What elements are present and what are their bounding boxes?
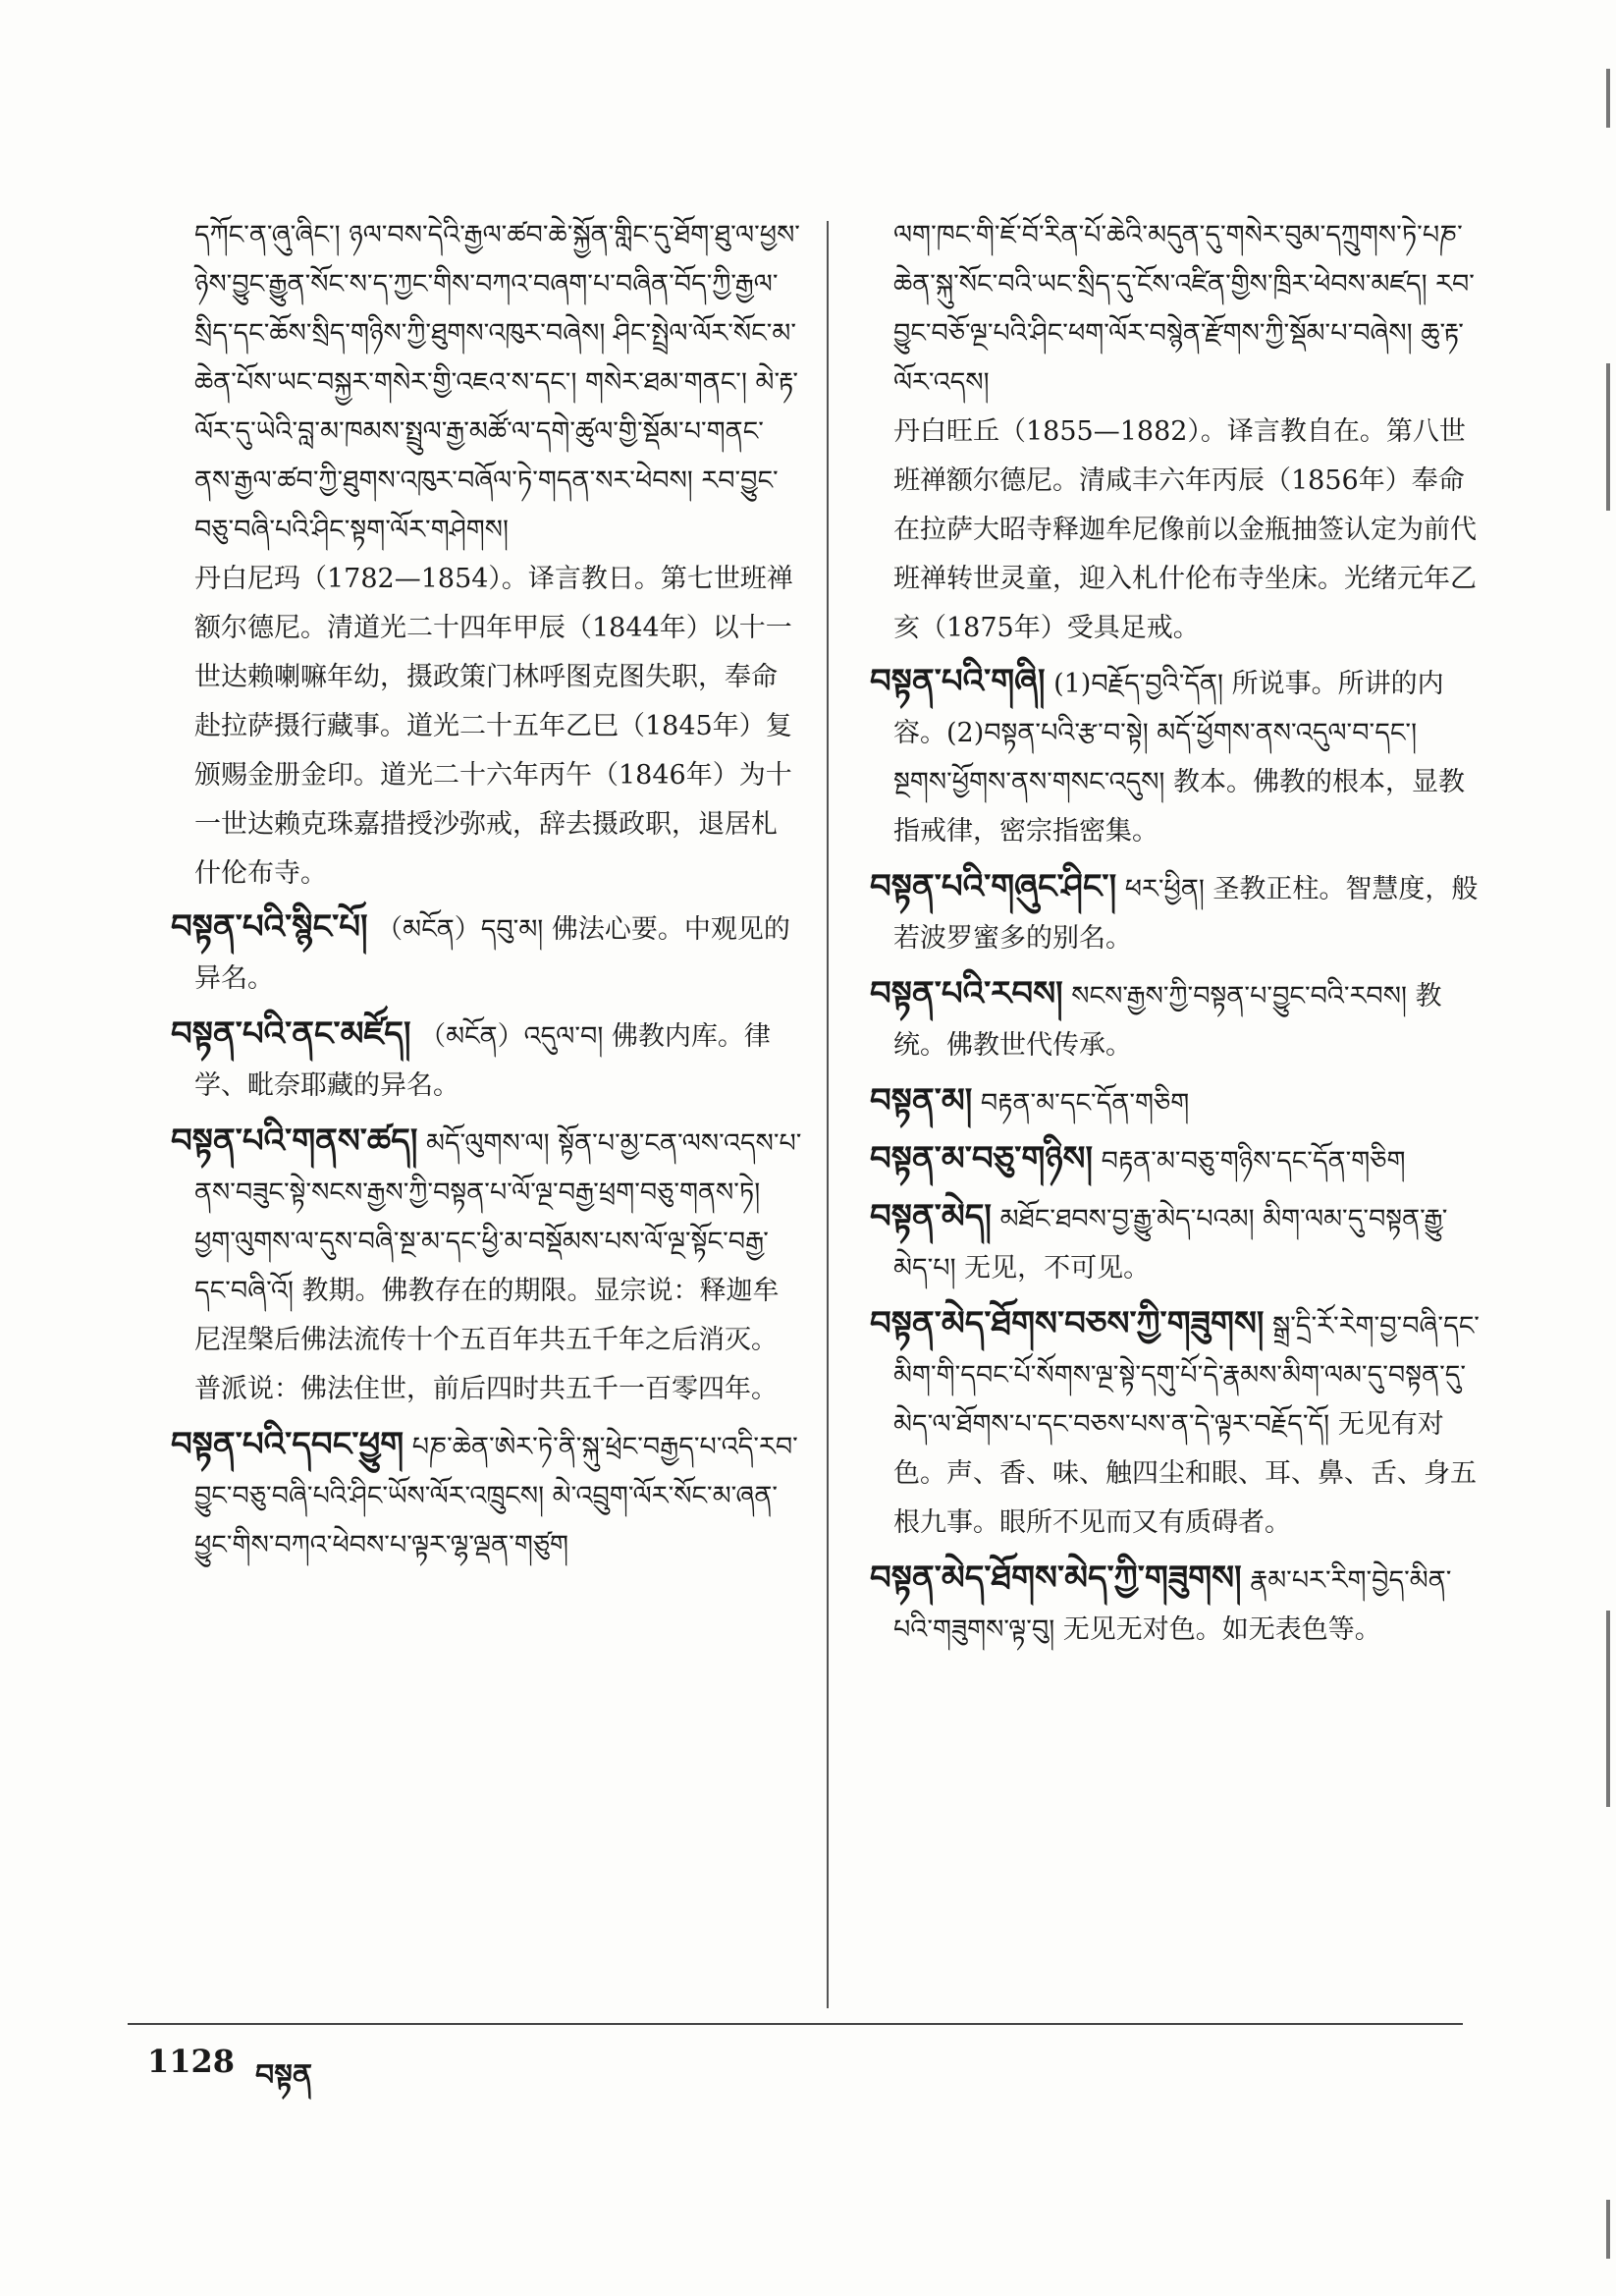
- running-head: བསྟན: [255, 2058, 312, 2093]
- entry-body: མདོ་ལུགས་ལ། སྟོན་པ་མྱ་ངན་ལས་འདས་པ་ནས་བཟུང་སྟེ་སངས་རྒྱས་ཀྱི་བསྟན་པ་ལོ་ལྔ་བརྒྱ་ཕྲག་བཅུ་གནས་ཏེ། ཕྱག་ལུགས་ལ་དུས་བཞི་སྔ་མ་དང་ཕྱི་མ་བསྡོམས་པས་ལོ་ལྔ་སྟོང་བརྒྱ་དང་བཞི་འོ། 教期。佛教存在的期限。显宗说：释迦牟尼涅槃后佛法流传十个五百年共五千年之后消灭。普派说：佛法住世，前后四时共五千一百零四年。: [194, 1128, 802, 1404]
- entry-headword: བསྟན་པའི་གཞི།: [870, 662, 1046, 701]
- entry-headword: བསྟན་མེད་ཐོགས་མེད་ཀྱི་གཟུགས།: [870, 1558, 1242, 1598]
- right-intro-tibetan: ལག་ཁང་གི་ཇོ་བོ་རིན་པོ་ཆེའི་མདུན་དུ་གསེར་བུམ་དཀྲུགས་ཏེ་པཎ་ཆེན་སྐུ་སོང་བའི་ཡང་སྲིད་དུ་ངོས་འཛིན་གྱིས་ཁྲིར་ཕེབས་མཛད། རབ་བྱུང་བཅོ་ལྔ་པའི་ཤིང་ཕག་ལོར་བསྙེན་རྫོགས་ཀྱི་སྡོམ་པ་བཞེས། ཆུ་རྟ་ལོར་འདས།: [893, 220, 1475, 398]
- entry-body: སངས་རྒྱས་ཀྱི་བསྟན་པ་བྱུང་བའི་རབས། 教统。佛教世代传承。: [893, 981, 1442, 1061]
- entry-headword: བསྟན་པའི་གཞུང་ཤིང་།: [870, 867, 1117, 906]
- right-intro-chinese: 丹白旺丘（1855—1882）。译言教自在。第八世班禅额尔德尼。清咸丰六年丙辰（1856年）奉命在拉萨大昭寺释迦牟尼像前以金瓶抽签认定为前代班禅转世灵童，迎入札什伦布寺坐床。光绪元年乙亥（1875年）受具足戒。: [893, 416, 1477, 643]
- entry-body: (1)བརྗོད་བྱའི་དོན། 所说事。所讲的内容。(2)བསྟན་པའི་རྩ་བ་སྟེ། མདོ་ཕྱོགས་ནས་འདུལ་བ་དང་། སྔགས་ཕྱོགས་ནས་གསང་འདུས། 教本。佛教的根本，显教指戒律，密宗指密集。: [893, 669, 1466, 847]
- entry-headword: བསྟན་པའི་རབས།: [870, 974, 1063, 1013]
- entry-body: （མངོན）འདུལ་བ། 佛教内库。律学、毗奈耶藏的异名。: [194, 1021, 771, 1101]
- dictionary-entry: [171, 1420, 803, 1570]
- dictionary-entry: [171, 902, 803, 1004]
- scan-edge-marks: [1587, 0, 1616, 2296]
- entry-headword: བསྟན་པའི་གནས་ཚད།: [171, 1121, 418, 1161]
- dictionary-entry: [870, 969, 1482, 1070]
- column-divider: [827, 221, 829, 2008]
- page-number: 1128: [147, 2043, 236, 2080]
- footer-rule: [128, 2023, 1463, 2025]
- entry-headword: བསྟན་མེད་ཐོགས་བཅས་ཀྱི་གཟུགས།: [870, 1304, 1265, 1343]
- entry-body: རྣམ་པར་རིག་བྱེད་མིན་པའི་གཟུགས་ལྟ་བུ། 无见无对色。如无表色等。: [893, 1565, 1452, 1645]
- left-intro-tibetan: དཀོང་ན་ཞུ་ཞིང་། ཉལ་བས་དེའི་རྒྱལ་ཚབ་ཆེ་སྐྱོན་གླིང་དུ་ཐོག་ཐུ་ལ་ཕྱས་ཉེས་བྱུང་རྒྱུན་སོང་ས་ད་ཀྱང་གིས་བཀའ་བཞག་པ་བཞིན་བོད་ཀྱི་རྒྱལ་སྲིད་དང་ཆོས་སྲིད་གཉིས་ཀྱི་ཐུགས་འཁུར་བཞེས། ཤིང་སྤྲེལ་ལོར་སོང་མ་ཆེན་པོས་ཡང་བསྐྱར་གསེར་གྱི་འཇའ་ས་དང་། གསེར་ཐམ་གནང་། མེ་རྟ་ལོར་དུ་ཡེའི་བླ་མ་ཁམས་སྤྲུལ་རྒྱ་མཚོ་ལ་དགེ་ཚུལ་གྱི་སྡོམ་པ་གནང་ནས་རྒྱལ་ཚབ་ཀྱི་ཐུགས་འཁུར་བཞོལ་ཏེ་གདན་སར་ཕེབས། རབ་བྱུང་བཅུ་བཞི་པའི་ཤིང་སྟག་ལོར་གཤེགས།: [194, 220, 800, 545]
- right-column: [870, 211, 1482, 1661]
- entry-headword: བསྟན་མ།: [870, 1081, 973, 1121]
- entry-body: སྒྲ་དྲི་རོ་རེག་བྱ་བཞི་དང་མིག་གི་དབང་པོ་སོགས་ལྔ་སྟེ་དགུ་པོ་དེ་རྣམས་མིག་ལམ་དུ་བསྟན་དུ་མེད་ལ་ཐོགས་པ་དང་བཅས་པས་ན་དེ་ལྟར་བརྗོད་དོ། 无见有对色。声、香、味、触四尘和眼、耳、鼻、舌、身五根九事。眼所不见而又有质碍者。: [893, 1311, 1480, 1538]
- dictionary-entry: [870, 1076, 1482, 1128]
- dictionary-entry: [870, 862, 1482, 963]
- dictionary-entry: [171, 1117, 803, 1414]
- entry-headword: བསྟན་པའི་ནང་མཛོད།: [171, 1014, 411, 1054]
- dictionary-entry: [870, 657, 1482, 856]
- left-intro-chinese: 丹白尼玛（1782—1854）。译言教日。第七世班禅额尔德尼。清道光二十四年甲辰（1844年）以十一世达赖喇嘛年幼，摄政策门林呼图克图失职，奉命赴拉萨摄行藏事。道光二十五年乙巳（1845年）复颁赐金册金印。道光二十六年丙午（1846年）为十一世达赖克珠嘉措授沙弥戒，辞去摄政职，退居札什伦布寺。: [194, 564, 793, 889]
- dictionary-entry: [870, 1299, 1482, 1548]
- dictionary-entry: [870, 1554, 1482, 1655]
- entry-headword: བསྟན་མ་བཅུ་གཉིས།: [870, 1139, 1094, 1178]
- entry-body: （མངོན）དབུ་མ། 佛法心要。中观见的异名。: [194, 914, 790, 994]
- left-column: [171, 211, 803, 1576]
- entry-headword: བསྟན་མེད།: [870, 1197, 992, 1236]
- entry-body: པཎ་ཆེན་ཨེར་ཏེ་ནི་སྐུ་ཕྲེང་བརྒྱད་པ་འདི་རབ་བྱུང་བཅུ་བཞི་པའི་ཤིང་ཡོས་ལོར་འཁྲུངས། མེ་འབྲུག་ལོར་སོང་མ་ཞན་ཕྱུང་གིས་བཀའ་ཕེབས་པ་ལྟར་ལྷ་ལྡན་གཙུག: [194, 1432, 798, 1560]
- dictionary-entry: [171, 1010, 803, 1111]
- entry-headword: བསྟན་པའི་སྙིང་པོ།: [171, 907, 368, 947]
- entry-body: བརྟན་མ་དང་དོན་གཅིག: [980, 1088, 1190, 1119]
- entry-body: བརྟན་མ་བཅུ་གཉིས་དང་དོན་གཅིག: [1101, 1146, 1406, 1176]
- entry-body: ཕར་ཕྱིན། 圣教正柱。智慧度，般若波罗蜜多的别名。: [893, 874, 1479, 954]
- dictionary-entry: [870, 1134, 1482, 1186]
- entry-headword: བསྟན་པའི་དབང་ཕྱུག: [171, 1425, 404, 1464]
- entry-body: མཐོང་ཐབས་བྱ་རྒྱུ་མེད་པའམ། མིག་ལམ་དུ་བསྟན་རྒྱུ་མེད་པ། 无见，不可见。: [893, 1204, 1448, 1284]
- dictionary-entry: [870, 1192, 1482, 1293]
